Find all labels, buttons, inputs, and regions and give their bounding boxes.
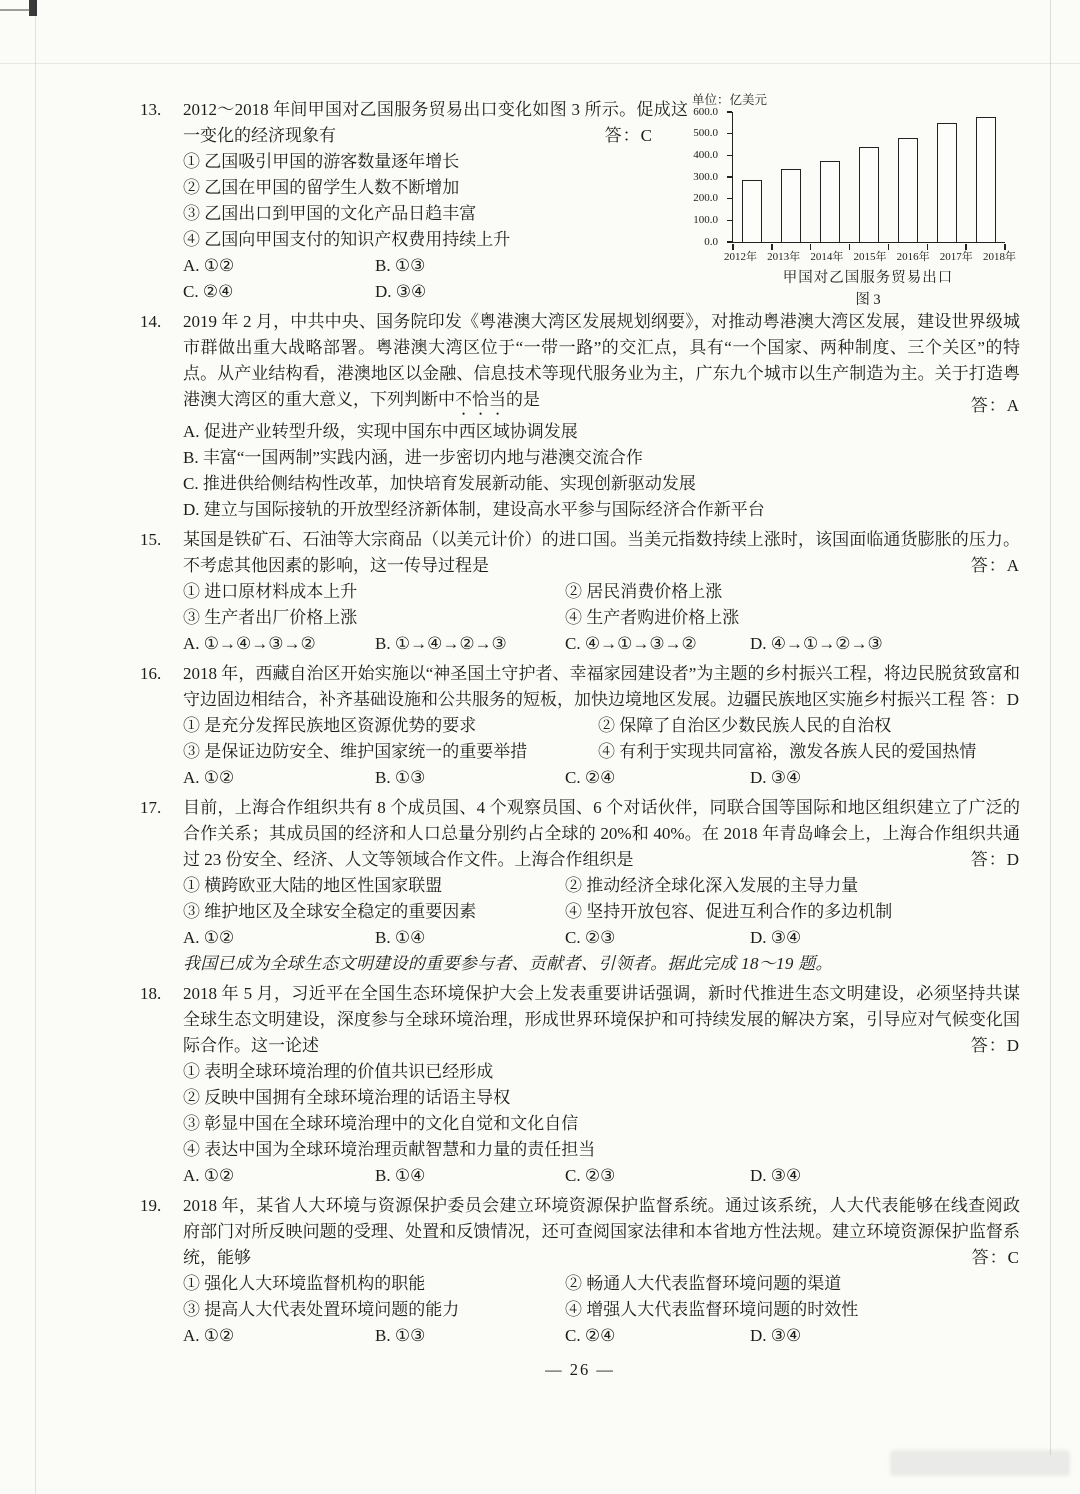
- emphasized-text: 不恰当: [455, 390, 506, 409]
- option-items: [183, 713, 1020, 765]
- y-axis-tick-label: 0.0: [704, 235, 718, 248]
- question-number: 17.: [140, 798, 162, 817]
- question-number: 13.: [140, 100, 162, 119]
- question-stem: 2018 年，西藏自治区开始实施以“神圣国土守护者、幸福家园建设者”为主题的乡村振兴工程，将边民脱贫致富和守边固边相结合，补齐基础设施和公共服务的短板，加快边境地区发展。边疆民族地区实施乡村振兴工程: [183, 664, 1020, 709]
- option-item: ① 乙国吸引甲国的游客数量逐年增长: [183, 152, 460, 171]
- answer-label: 答：C: [604, 126, 653, 145]
- question-stem: 2019 年 2 月，中共中央、国务院印发《粤港澳大湾区发展规划纲要》，对推动粤港澳大湾区发展，建设世界级城市群做出重大战略部署。粤港澳大湾区位于“一带一路”的交汇点，具有“一个国家、两种制度、三个关区”的特点。从产业结构看，港澳地区以金融、信息技术等现代服务业为主，广东九个城市以生产制造为主。关于打造粤港澳大湾区的重大意义，下列判断中不恰当的是: [183, 312, 1020, 409]
- question-number: 19.: [140, 1196, 162, 1215]
- figure-label: 图 3: [855, 292, 881, 308]
- y-axis-tick-label: 400.0: [693, 148, 718, 161]
- chart-title: 甲国对乙国服务贸易出口: [782, 270, 954, 286]
- x-axis-category-label: 2017年: [939, 251, 973, 263]
- question-number: 16.: [140, 664, 162, 683]
- option-item: ③ 彰显中国在全球环境治理中的文化自觉和文化自信: [183, 1114, 579, 1133]
- question-stem: 2018 年，某省人大环境与资源保护委员会建立环境资源保护监督系统。通过该系统，人大代表能够在线查阅政府部门对所反映问题的受理、处置和反馈情况，还可查阅国家法律和本省地方性法规。建立环境资源保护监督系统，能够: [183, 1196, 1020, 1267]
- option-item: ② 保障了自治区少数民族人民的自治权: [598, 716, 892, 735]
- question-stem: 目前，上海合作组织共有 8 个成员国、4 个观察员国、6 个对话伙伴，同联合国等国际和地区组织建立了广泛的合作关系；其成员国的经济和人口总量分别约占全球的 20%和 40%。在 2018 年青岛峰会上，上海合作组织共通过 23 份安全、经济、人文等领域合作文件。上海合作组织是: [183, 798, 1020, 869]
- y-axis-tick-label: 100.0: [693, 213, 718, 226]
- answer-choice: A. ①②: [183, 928, 235, 947]
- answer-choice: B. ①④: [375, 928, 426, 947]
- answer-label: 答：C: [971, 1248, 1020, 1267]
- x-axis-category-label: 2012年: [724, 251, 757, 263]
- question-stem: 2012～2018 年间甲国对乙国服务贸易出口变化如图 3 所示。促成这一变化的经济现象有: [183, 100, 688, 145]
- option-item: ② 畅通人大代表监督环境问题的渠道: [565, 1274, 842, 1293]
- option-items: [183, 1271, 1020, 1323]
- answer-label: 答：A: [970, 556, 1020, 575]
- y-axis-tick-label: 500.0: [693, 127, 718, 140]
- scan-edge-line-left: [35, 0, 36, 1494]
- x-axis-category-label: 2014年: [810, 251, 844, 263]
- option-item: ② 反映中国拥有全球环境治理的话语主导权: [183, 1088, 511, 1107]
- answer-choice: A. ①→④→③→②: [183, 634, 316, 653]
- scan-corner-dash: [0, 9, 30, 11]
- answer-choice: A. ①②: [183, 1326, 235, 1345]
- option-item: ④ 乙国向甲国支付的知识产权费用持续上升: [183, 230, 511, 249]
- scan-smudge: [890, 1450, 1070, 1476]
- x-axis-category-label: 2013年: [767, 251, 801, 263]
- option-items: [183, 149, 1020, 253]
- option-item: ② 推动经济全球化深入发展的主导力量: [565, 876, 859, 895]
- answer-label: 答：A: [970, 396, 1020, 415]
- answer-choice: A. 促进产业转型升级，实现中国东中西区域协调发展: [183, 422, 578, 441]
- answer-label: 答：D: [970, 690, 1020, 709]
- y-axis-tick-label: 300.0: [693, 170, 718, 183]
- option-item: ② 居民消费价格上涨: [565, 582, 723, 601]
- questions-column: [140, 97, 1020, 1383]
- x-axis-category-label: 2016年: [896, 251, 930, 263]
- option-item: ② 乙国在甲国的留学生人数不断增加: [183, 178, 460, 197]
- answer-choice: B. ①③: [375, 1326, 426, 1345]
- answer-choice: A. ①②: [183, 768, 235, 787]
- option-item: ① 进口原材料成本上升: [183, 582, 358, 601]
- option-item: ① 横跨欧亚大陆的地区性国家联盟: [183, 876, 443, 895]
- footer-page-number: — 26 —: [545, 1360, 615, 1379]
- answer-choice: B. ①③: [375, 256, 426, 275]
- scan-edge-line-right: [1050, 0, 1051, 1455]
- question-18: [140, 981, 1020, 1189]
- answer-choices: [183, 631, 1020, 657]
- answer-choice: B. ①④: [375, 1166, 426, 1185]
- answer-label: 答：D: [970, 1036, 1020, 1055]
- answer-choice: C. ②④: [565, 1326, 616, 1345]
- answer-choices: [183, 253, 1020, 305]
- answer-choice: D. ③④: [750, 768, 802, 787]
- answer-choice: B. ①③: [375, 768, 426, 787]
- option-item: ① 表明全球环境治理的价值共识已经形成: [183, 1062, 494, 1081]
- answer-choice: D. ③④: [750, 1326, 802, 1345]
- option-item: ③ 生产者出厂价格上涨: [183, 608, 358, 627]
- chart-unit-label: 单位：亿美元: [692, 93, 768, 107]
- y-axis-tick-label: 200.0: [693, 192, 718, 205]
- answer-choice: C. ②④: [565, 768, 616, 787]
- answer-choice: C. ②③: [565, 928, 616, 947]
- question-stem: 某国是铁矿石、石油等大宗商品（以美元计价）的进口国。当美元指数持续上涨时，该国面临通货膨胀的压力。不考虑其他因素的影响，这一传导过程是: [183, 530, 1020, 575]
- answer-choice: D. ③④: [750, 1166, 802, 1185]
- option-item: ④ 坚持开放包容、促进互利合作的多边机制: [565, 902, 893, 921]
- option-item: ④ 生产者购进价格上涨: [565, 608, 740, 627]
- answer-choice: C. ②③: [565, 1166, 616, 1185]
- answer-choice: C. ②④: [183, 282, 234, 301]
- option-item: ③ 维护地区及全球安全稳定的重要因素: [183, 902, 477, 921]
- y-axis-tick-label: 600.0: [693, 105, 718, 118]
- answer-choices: [183, 1163, 1020, 1189]
- x-axis-category-label: 2015年: [853, 251, 887, 263]
- option-items: [183, 873, 1020, 925]
- answer-choice: B. ①→④→②→③: [375, 634, 507, 653]
- option-item: ③ 是保证边防安全、维护国家统一的重要举措: [183, 742, 528, 761]
- answer-choices: [183, 925, 1020, 951]
- option-item: ③ 乙国出口到甲国的文化产品日趋丰富: [183, 204, 477, 223]
- option-item: ④ 有利于实现共同富裕，激发各族人民的爱国热情: [598, 742, 977, 761]
- answer-choices: [183, 765, 1020, 791]
- question-number: 14.: [140, 312, 162, 331]
- answer-choice: D. ③④: [750, 928, 802, 947]
- question-16: [140, 661, 1020, 791]
- x-axis-category-label: 2018年: [982, 251, 1016, 263]
- option-item: ③ 提高人大代表处置环境问题的能力: [183, 1300, 460, 1319]
- answer-choice: D. ③④: [375, 282, 427, 301]
- option-item: ④ 表达中国为全球环境治理贡献智慧和力量的责任担当: [183, 1140, 596, 1159]
- question-14: [140, 309, 1020, 523]
- option-items: [183, 579, 1020, 631]
- answer-choice: D. 建立与国际接轨的开放型经济新体制，建设高水平参与国际经济合作新平台: [183, 500, 765, 519]
- question-17: [140, 795, 1020, 977]
- question-13: [140, 97, 1020, 305]
- answer-choice: A. ①②: [183, 256, 235, 275]
- question-number: 18.: [140, 984, 162, 1003]
- option-item: ④ 增强人大代表监督环境问题的时效性: [565, 1300, 859, 1319]
- answer-label: 答：D: [970, 850, 1020, 869]
- question-15: [140, 527, 1020, 657]
- answer-choice: C. ④→①→③→②: [565, 634, 697, 653]
- option-item: ① 强化人大环境监督机构的职能: [183, 1274, 426, 1293]
- answer-choice: B. 丰富“一国两制”实践内涵，进一步密切内地与港澳交流合作: [183, 448, 643, 467]
- question-number: 15.: [140, 530, 162, 549]
- question-19: [140, 1193, 1020, 1349]
- scan-edge-line-top: [0, 63, 1080, 64]
- answer-choice: C. 推进供给侧结构性改革，加快培育发展新动能、实现创新驱动发展: [183, 474, 696, 493]
- answer-choice: D. ④→①→②→③: [750, 634, 883, 653]
- answer-choices: [183, 1323, 1020, 1349]
- section-note-line: 我国已成为全球生态文明建设的重要参与者、贡献者、引领者。据此完成 18～19 题。: [183, 954, 833, 973]
- option-item: ① 是充分发挥民族地区资源优势的要求: [183, 716, 477, 735]
- answer-choices: [183, 419, 1020, 523]
- question-stem: 2018 年 5 月，习近平在全国生态环境保护大会上发表重要讲话强调，新时代推进生态文明建设，必须坚持共谋全球生态文明建设，深度参与全球环境治理，形成世界环境保护和可持续发展的解决方案，引导应对气候变化国际合作。这一论述: [183, 984, 1020, 1055]
- option-items: [183, 1059, 1020, 1163]
- answer-choice: A. ①②: [183, 1166, 235, 1185]
